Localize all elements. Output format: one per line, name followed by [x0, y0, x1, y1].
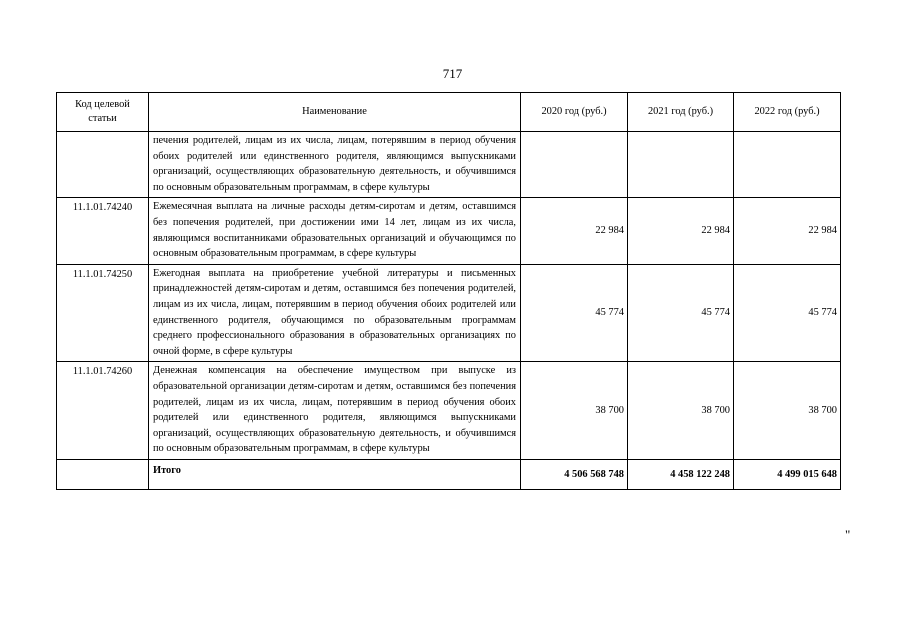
- total-code-cell: [57, 459, 149, 489]
- row-name: Ежемесячная выплата на личные расходы детям-сиротам и детям, оставшимся без попечения родителей, при достижении ими 14 лет, лицам из их числа, являющимся воспитанниками образовательных организаций и обучающимся по основным образовательным программам, в сфере культуры: [149, 198, 521, 264]
- table-row: [57, 362, 841, 460]
- header-2020: 2020 год (руб.): [521, 93, 628, 132]
- row-value-2020: 22 984: [521, 198, 628, 264]
- row-value-2021: [628, 132, 734, 198]
- budget-table: [56, 92, 841, 490]
- total-label: Итого: [149, 459, 521, 489]
- row-value-2022: [734, 132, 841, 198]
- total-value-2021: 4 458 122 248: [628, 459, 734, 489]
- table-row: [57, 264, 841, 362]
- row-code: 11.1.01.74250: [57, 264, 149, 362]
- header-name: Наименование: [149, 93, 521, 132]
- header-code: Код целевой статьи: [57, 93, 149, 132]
- total-value-2022: 4 499 015 648: [734, 459, 841, 489]
- table-header-row: [57, 93, 841, 132]
- row-code: 11.1.01.74260: [57, 362, 149, 460]
- closing-quote-mark: ": [845, 527, 851, 542]
- row-value-2020: 38 700: [521, 362, 628, 460]
- table-row: [57, 198, 841, 264]
- header-2022: 2022 год (руб.): [734, 93, 841, 132]
- row-value-2021: 22 984: [628, 198, 734, 264]
- row-code: 11.1.01.74240: [57, 198, 149, 264]
- row-name: Денежная компенсация на обеспечение имуществом при выпуске из образовательной организации детям-сиротам и детям, оставшимся без попечения родителей, лицам из их числа, лицам, потерявшим в период обучения обоих родителей или единственного родителя, являющимся выпускниками организаций, осуществляющих образовательную деятельность, и обучившимся по основным образовательным программам, в сфере культуры: [149, 362, 521, 460]
- page-number: 717: [442, 66, 463, 81]
- row-name: Ежегодная выплата на приобретение учебной литературы и письменных принадлежностей детям-сиротам и детям, оставшимся без попечения родителей, лицам из их числа, лицам, потерявшим в период обучения обоих родителей или единственного родителя, обучающимся по образовательным программам среднего профессионального образования в образовательных организациях по очной форме, в сфере культуры: [149, 264, 521, 362]
- row-value-2021: 45 774: [628, 264, 734, 362]
- row-name: печения родителей, лицам из их числа, лицам, потерявшим в период обучения обоих родителей или единственного родителя, являющимся выпускниками организаций, осуществляющих образовательную деятельность, и обучившимся по основным образовательным программам, в сфере культуры: [149, 132, 521, 198]
- total-row: [57, 459, 841, 489]
- total-value-2020: 4 506 568 748: [521, 459, 628, 489]
- row-value-2020: 45 774: [521, 264, 628, 362]
- row-value-2022: 22 984: [734, 198, 841, 264]
- row-value-2022: 45 774: [734, 264, 841, 362]
- row-value-2021: 38 700: [628, 362, 734, 460]
- row-code: [57, 132, 149, 198]
- row-value-2020: [521, 132, 628, 198]
- row-value-2022: 38 700: [734, 362, 841, 460]
- table-row: [57, 132, 841, 198]
- header-2021: 2021 год (руб.): [628, 93, 734, 132]
